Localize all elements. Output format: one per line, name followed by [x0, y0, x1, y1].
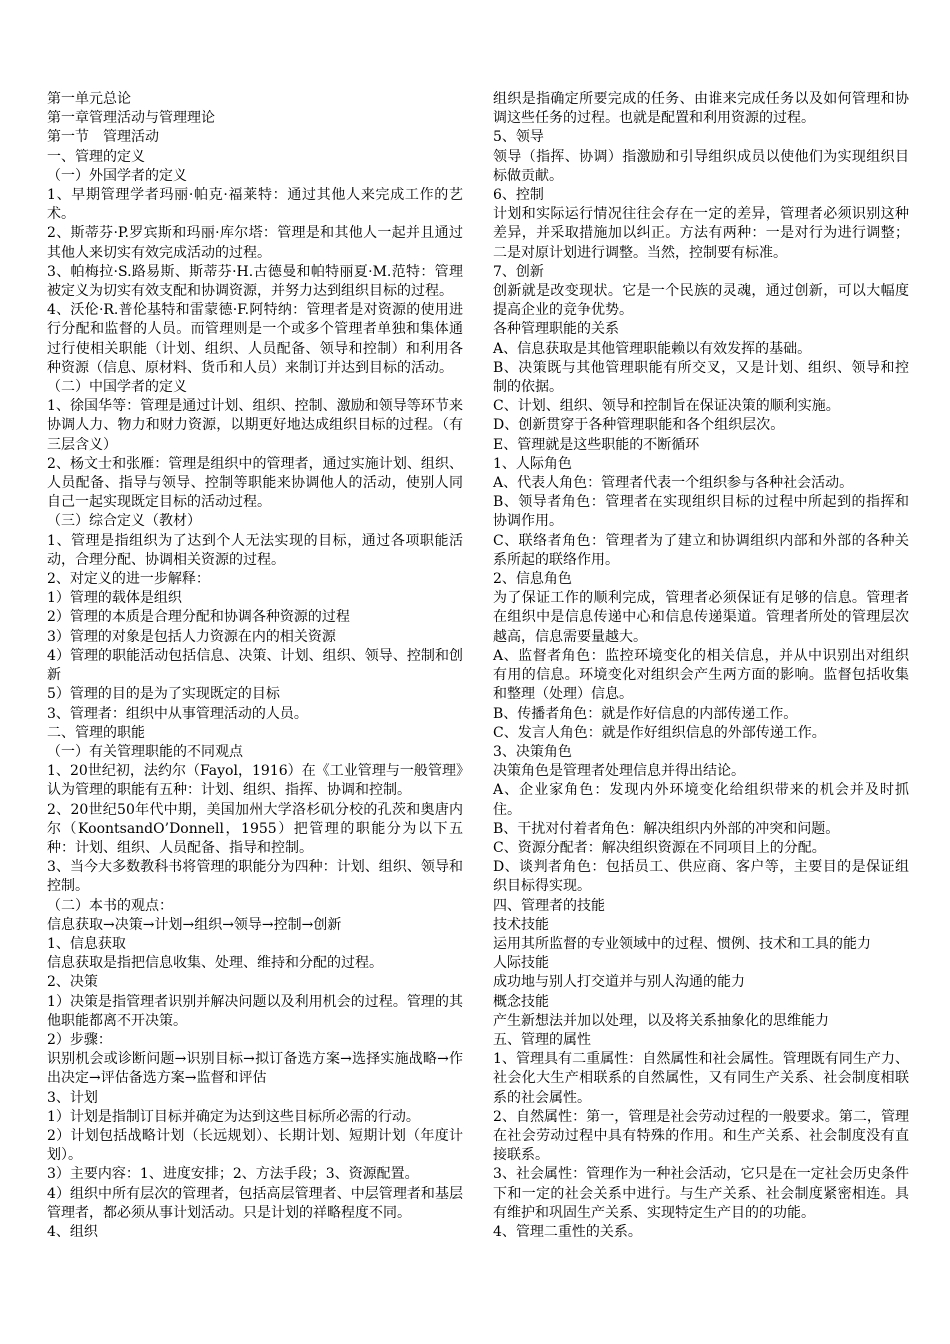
paragraph: 各种管理职能的关系 — [493, 321, 619, 338]
paragraph: 3、管理者：组织中从事管理活动的人员。 — [47, 705, 308, 722]
paragraph: 第一章管理活动与管理理论 — [47, 110, 215, 127]
paragraph: 组织是指确定所要完成的任务、由谁来完成任务以及如何管理和协调这些任务的过程。也就是配置和利用资源的过程。 — [493, 91, 909, 127]
paragraph: 4、管理二重性的关系。 — [493, 1223, 642, 1240]
paragraph: C、联络者角色：管理者为了建立和协调组织内部和外部的各种关系所起的联络作用。 — [493, 532, 909, 568]
left-text-column — [47, 90, 463, 1242]
paragraph: D、创新贯穿于各种管理职能和各个组织层次。 — [493, 417, 785, 434]
paragraph: C、资源分配者：解决组织资源在不同项目上的分配。 — [493, 839, 826, 856]
paragraph: 4）组织中所有层次的管理者，包括高层管理者、中层管理者和基层管理者，都必须从事计划活动。只是计划的祥略程度不同。 — [47, 1185, 463, 1221]
paragraph: 第一单元总论 — [47, 91, 131, 107]
paragraph: 2、信息角色 — [493, 571, 572, 588]
paragraph: D、谈判者角色：包括员工、供应商、客户等，主要目的是保证组织目标得实现。 — [493, 859, 909, 895]
paragraph: （一）有关管理职能的不同观点 — [47, 743, 243, 760]
paragraph: 1、管理是指组织为了达到个人无法实现的目标，通过各项职能活动，合理分配、协调相关资源的过程。 — [47, 532, 463, 568]
paragraph: 7、创新 — [493, 263, 544, 280]
paragraph: 3）管理的对象是包括人力资源在内的相关资源 — [47, 628, 336, 645]
paragraph: 4、沃伦·R.普伦基特和雷蒙德·F.阿特纳：管理者是对资源的使用进行分配和监督的人员。而管理则是一个或多个管理者单独和集体通过行使相关职能（计划、组织、人员配备、领导和控制）和利用各种资源（信息、原材料、货币和人员）来制订并达到目标的活动。 — [47, 302, 463, 376]
paragraph: 领导（指挥、协调）指激励和引导组织成员以使他们为实现组织目标做贡献。 — [493, 148, 909, 184]
paragraph: 识别机会或诊断问题→识别目标→拟订备选方案→选择实施战略→作出决定→评估备选方案→监督和评估 — [47, 1051, 463, 1087]
paragraph: 人际技能 — [493, 955, 549, 972]
paragraph: 决策角色是管理者处理信息并得出结论。 — [493, 763, 745, 780]
paragraph: C、计划、组织、领导和控制旨在保证决策的顺利实施。 — [493, 398, 840, 415]
paragraph: 二、管理的职能 — [47, 724, 145, 741]
paragraph: A、监督者角色：监控环境变化的相关信息，并从中识别出对组织有用的信息。环境变化对组织会产生两方面的影响。监督包括收集和整理（处理）信息。 — [493, 647, 909, 703]
paragraph: 5、领导 — [493, 129, 544, 146]
paragraph: 产生新想法并加以处理，以及将关系抽象化的思维能力 — [493, 1012, 829, 1029]
paragraph: 计划和实际运行情况往往会存在一定的差异，管理者必须识别这种差异，并采取措施加以纠正。方法有两种：一是对行为进行调整；二是对原计划进行调整。当然，控制要有标准。 — [493, 206, 909, 261]
paragraph: 3、当今大多数教科书将管理的职能分为四种：计划、组织、领导和控制。 — [47, 859, 463, 895]
paragraph: 创新就是改变现状。它是一个民族的灵魂，通过创新，可以大幅度提高企业的竞争优势。 — [493, 283, 909, 319]
paragraph: 1）管理的载体是组织 — [47, 590, 182, 607]
paragraph: 2）计划包括战略计划（长远规划）、长期计划、短期计划（年度计划）。 — [47, 1127, 463, 1164]
paragraph: 6、控制 — [493, 187, 544, 204]
paragraph: 2、决策 — [47, 974, 98, 991]
paragraph: 第一节 管理活动 — [47, 129, 159, 146]
paragraph: 2、斯蒂芬·P.罗宾斯和玛丽·库尔塔：管理是和其他人一起并且通过其他人来切实有效完成活动的过程。 — [47, 225, 463, 261]
paragraph: （二）中国学者的定义 — [47, 379, 187, 396]
paragraph: B、领导者角色：管理者在实现组织目标的过程中所起到的指挥和协调作用。 — [493, 494, 909, 530]
paragraph: 运用其所监督的专业领域中的过程、惯例、技术和工具的能力 — [493, 935, 871, 952]
paragraph: 成功地与别人打交道并与别人沟通的能力 — [493, 974, 745, 991]
paragraph: 2）管理的本质是合理分配和协调各种资源的过程 — [47, 609, 350, 626]
paragraph: 3、计划 — [47, 1089, 98, 1106]
paragraph: B、传播者角色：就是作好信息的内部传递工作。 — [493, 705, 798, 722]
paragraph: （三）综合定义（教材） — [47, 513, 201, 530]
paragraph: 技术技能 — [493, 916, 549, 933]
paragraph: 2、20世纪50年代中期，美国加州大学洛杉矶分校的孔茨和奥唐内尔（KoontsandO’Donnell，1955）把管理的职能分为以下五种：计划、组织、人员配备、指导和控制。 — [47, 801, 463, 856]
paragraph: 3、帕梅拉·S.路易斯、斯蒂芬·H.古德曼和帕特丽夏·M.范特：管理被定义为切实有效支配和协调资源，并努力达到组织目标的过程。 — [47, 263, 463, 300]
paragraph: 1、人际角色 — [493, 455, 572, 472]
right-text-column — [493, 90, 909, 1242]
paragraph: 1、20世纪初，法约尔（Fayol，1916）在《工业管理与一般管理》认为管理的职能有五种：计划、组织、指挥、协调和控制。 — [47, 763, 463, 799]
paragraph: B、决策既与其他管理职能有所交叉，又是计划、组织、领导和控制的依据。 — [493, 359, 909, 396]
paragraph: 3、决策角色 — [493, 743, 572, 760]
paragraph: 2、自然属性：第一，管理是社会劳动过程的一般要求。第二，管理在社会劳动过程中具有特殊的作用。和生产关系、社会制度没有直接联系。 — [493, 1108, 909, 1164]
paragraph: 四、管理者的技能 — [493, 897, 605, 914]
paragraph: A、信息获取是其他管理职能赖以有效发挥的基础。 — [493, 340, 812, 357]
paragraph: E、管理就是这些职能的不断循环 — [493, 436, 700, 453]
paragraph: 1、管理具有二重属性：自然属性和社会属性。管理既有同生产力、社会化大生产相联系的自然属性，又有同生产关系、社会制度相联系的社会属性。 — [493, 1051, 909, 1106]
paragraph: 信息获取→决策→计划→组织→领导→控制→创新 — [47, 916, 342, 933]
paragraph: 概念技能 — [493, 993, 549, 1010]
paragraph: 2、杨文士和张雁：管理是组织中的管理者，通过实施计划、组织、人员配备、指导与领导、控制等职能来协调他人的活动，使别人同自己一起实现既定目标的活动过程。 — [47, 455, 463, 511]
paragraph: 5）管理的目的是为了实现既定的目标 — [47, 686, 280, 703]
paragraph: 一、管理的定义 — [47, 148, 145, 165]
paragraph: 1、早期管理学者玛丽·帕克·福莱特：通过其他人来完成工作的艺术。 — [47, 187, 463, 223]
paragraph: C、发言人角色：就是作好组织信息的外部传递工作。 — [493, 724, 826, 741]
paragraph: B、干扰对付着者角色：解决组织内外部的冲突和问题。 — [493, 820, 840, 837]
paragraph: A、企业家角色：发现内外环境变化给组织带来的机会并及时抓住。 — [493, 782, 909, 818]
paragraph: 3）主要内容：1、进度安排；2、方法手段；3、资源配置。 — [47, 1166, 419, 1183]
paragraph: 五、管理的属性 — [493, 1031, 591, 1048]
paragraph: 2）步骤： — [47, 1031, 112, 1048]
paragraph: 1）计划是指制订目标并确定为达到这些目标所必需的行动。 — [47, 1108, 420, 1125]
paragraph: 1、徐国华等：管理是通过计划、组织、控制、激励和领导等环节来协调人力、物力和财力资源，以期更好地达成组织目标的过程。（有三层含义） — [47, 398, 463, 453]
paragraph: 1）决策是指管理者识别并解决问题以及利用机会的过程。管理的其他职能都离不开决策。 — [47, 993, 463, 1029]
paragraph: 2、对定义的进一步解释： — [47, 571, 210, 588]
paragraph: A、代表人角色：管理者代表一个组织参与各种社会活动。 — [493, 475, 854, 492]
paragraph: 为了保证工作的顺利完成，管理者必须保证有足够的信息。管理者在组织中是信息传递中心和信息传递渠道。管理者所处的管理层次越高，信息需要量越大。 — [493, 590, 909, 645]
paragraph: 1、信息获取 — [47, 935, 126, 952]
paragraph: 4）管理的职能活动包括信息、决策、计划、组织、领导、控制和创新 — [47, 647, 463, 684]
paragraph: （二）本书的观点： — [47, 897, 173, 914]
paragraph: 4、组织 — [47, 1223, 98, 1240]
paragraph: 3、社会属性：管理作为一种社会活动，它只是在一定社会历史条件下和一定的社会关系中进行。与生产关系、社会制度紧密相连。具有维护和巩固生产关系、实现特定生产目的的功能。 — [493, 1166, 909, 1221]
paragraph: 信息获取是指把信息收集、处理、维持和分配的过程。 — [47, 955, 383, 972]
paragraph: （一）外国学者的定义 — [47, 167, 187, 184]
